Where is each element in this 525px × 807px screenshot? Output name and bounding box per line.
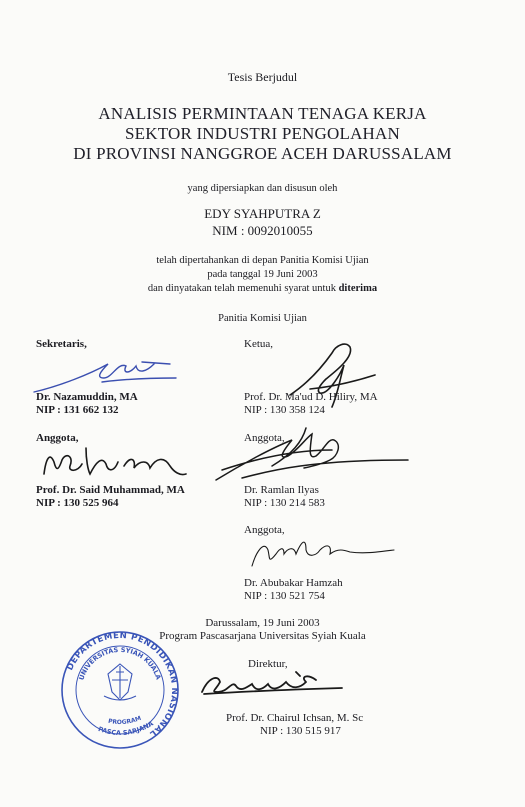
member1-signature	[40, 442, 190, 484]
member3-name: Dr. Abubakar Hamzah	[244, 577, 343, 589]
seal-outer-text: DEPARTEMEN PENDIDIKAN NASIONAL	[65, 630, 180, 739]
director-name: Prof. Dr. Chairul Ichsan, M. Sc	[226, 712, 364, 724]
chair-nip: NIP : 130 358 124	[244, 404, 325, 416]
intro-text: Tesis Berjudul	[227, 70, 298, 84]
director-signature	[196, 666, 346, 702]
director-nip: NIP : 130 515 917	[260, 725, 341, 737]
author-name: EDY SYAHPUTRA Z	[204, 206, 321, 221]
author-nim: NIM : 0092010055	[212, 223, 313, 238]
member2-name: Dr. Ramlan Ilyas	[244, 484, 319, 496]
chair-signature	[280, 335, 380, 415]
seal-bottom-line1: PROGRAM	[107, 714, 143, 727]
thesis-title-line-2: SEKTOR INDUSTRI PENGOLAHAN	[124, 124, 400, 143]
member1-role: Anggota,	[36, 432, 79, 444]
secretary-role: Sekretaris,	[36, 338, 87, 350]
seal-bottom-line2: PASCA SARJANA	[97, 719, 155, 738]
seal-emblem-icon	[104, 664, 136, 700]
svg-text:PROGRAM	[108, 715, 143, 726]
chair-name: Prof. Dr. Ma'ud D. Hiliry, MA	[244, 391, 378, 403]
director-role: Direktur,	[248, 658, 288, 670]
seal-inner-text: UNIVERSITAS SYIAH KUALA	[77, 645, 163, 682]
defense-line-1: telah dipertahankan di depan Panitia Komisi Ujian	[156, 255, 369, 266]
member2-signature	[212, 420, 412, 490]
member1-name: Prof. Dr. Said Muhammad, MA	[36, 484, 185, 496]
member3-signature	[246, 532, 396, 572]
place-date: Darussalam, 19 Juni 2003	[205, 617, 320, 629]
university-seal	[60, 630, 180, 750]
member2-nip: NIP : 130 214 583	[244, 497, 325, 509]
defense-line-3	[0, 283, 525, 294]
defense-line-3-bold: diterima	[338, 283, 378, 294]
thesis-title-line-3: DI PROVINSI NANGGROE ACEH DARUSSALAM	[73, 144, 452, 163]
defense-line-3-prefix: dan dinyatakan telah memenuhi syarat untuk	[147, 283, 339, 294]
member2-role: Anggota,	[244, 432, 285, 444]
thesis-title-line-1: ANALISIS PERMINTAAN TENAGA KERJA	[98, 104, 427, 123]
member3-role: Anggota,	[244, 524, 285, 536]
panel-title: Panitia Komisi Ujian	[218, 313, 307, 324]
secretary-nip: NIP : 131 662 132	[36, 404, 119, 416]
chair-role: Ketua,	[244, 338, 274, 350]
member3-nip: NIP : 130 521 754	[244, 590, 325, 602]
secretary-name: Dr. Nazamuddin, MA	[36, 391, 138, 403]
program-name: Program Pascasarjana Universitas Syiah Kuala	[159, 630, 366, 642]
member1-nip: NIP : 130 525 964	[36, 497, 119, 509]
defense-line-2: pada tanggal 19 Juni 2003	[207, 269, 318, 280]
prepared-by-text: yang dipersiapkan dan disusun oleh	[187, 183, 338, 194]
